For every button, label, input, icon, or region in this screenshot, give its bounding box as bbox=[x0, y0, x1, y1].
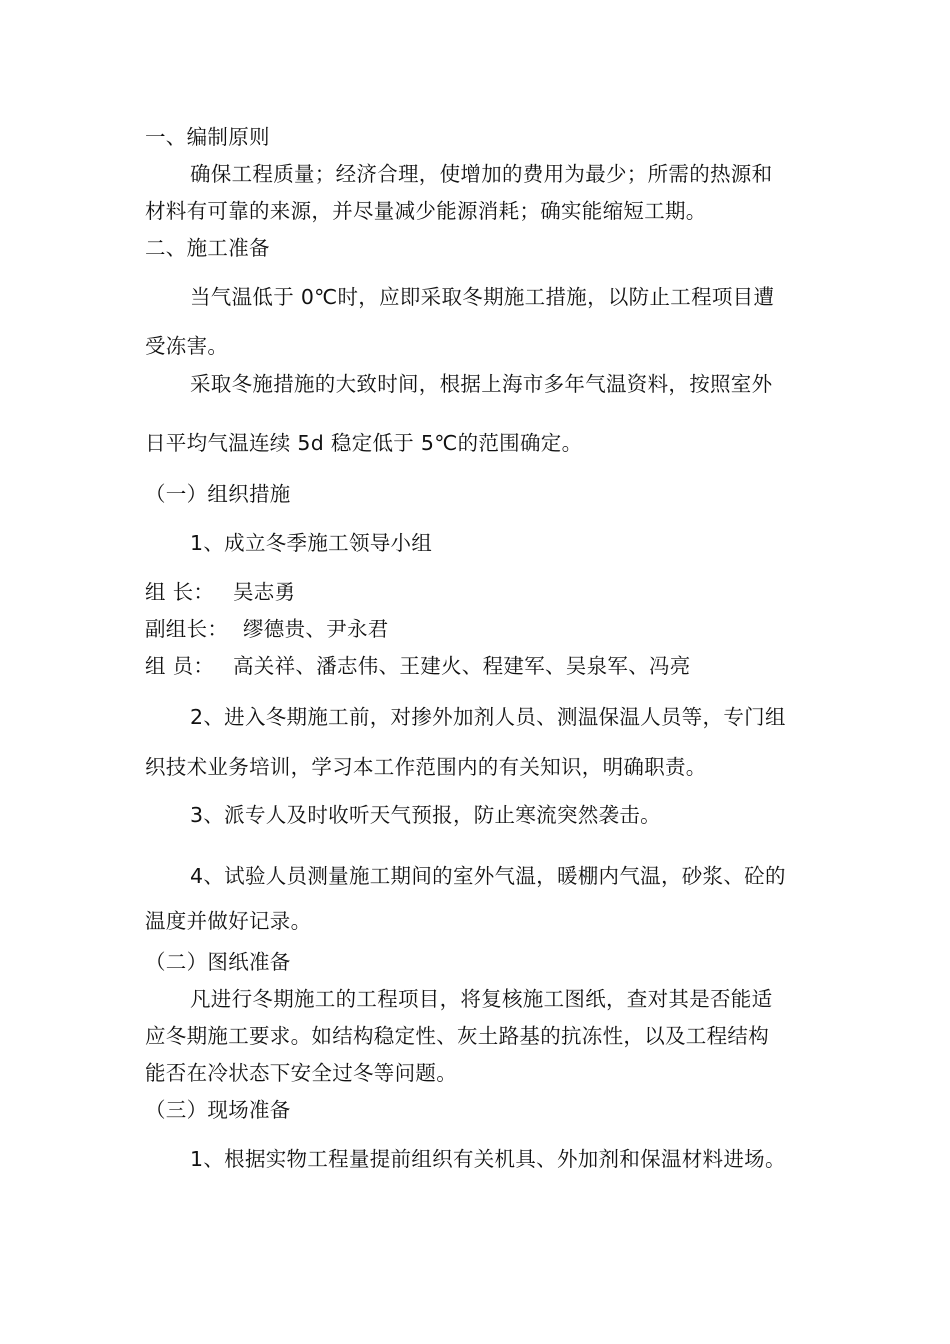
subsection-3-heading: （三）现场准备 bbox=[145, 1098, 291, 1122]
section-1-paragraph-line-2: 材料有可靠的来源，并尽量减少能源消耗；确实能缩短工期。 bbox=[145, 199, 707, 223]
subsection-2-paragraph-line-2: 应冬期施工要求。如结构稳定性、灰土路基的抗冻性，以及工程结构 bbox=[145, 1024, 769, 1048]
section-1-heading: 一、编制原则 bbox=[145, 125, 270, 149]
subsection-2-heading: （二）图纸准备 bbox=[145, 950, 291, 974]
members-label: 组 员： bbox=[145, 654, 215, 678]
subsection-2-paragraph-line-1: 凡进行冬期施工的工程项目，将复核施工图纸，查对其是否能适 bbox=[190, 987, 773, 1011]
leader-row bbox=[145, 578, 295, 606]
item-3: 3、派专人及时收听天气预报，防止寒流突然袭击。 bbox=[190, 803, 661, 827]
deputy-label: 副组长： bbox=[145, 617, 229, 641]
item-2-line-2: 织技术业务培训，学习本工作范围内的有关知识，明确职责。 bbox=[145, 755, 707, 779]
leader-value: 吴志勇 bbox=[233, 580, 296, 604]
item-4-line-2: 温度并做好记录。 bbox=[145, 909, 312, 933]
subsection-1-heading: （一）组织措施 bbox=[145, 482, 291, 506]
members-row bbox=[145, 652, 691, 680]
section-2-heading: 二、施工准备 bbox=[145, 236, 270, 260]
subsection-3-item-1: 1、根据实物工程量提前组织有关机具、外加剂和保温材料进场。 bbox=[190, 1147, 786, 1171]
section-1-paragraph-line-1: 确保工程质量；经济合理，使增加的费用为最少；所需的热源和 bbox=[190, 162, 773, 186]
item-4-line-1: 4、试验人员测量施工期间的室外气温，暖棚内气温，砂浆、砼的 bbox=[190, 864, 786, 888]
deputy-value: 缪德贵、尹永君 bbox=[243, 617, 389, 641]
section-2-paragraph-2-line-2: 日平均气温连续 5d 稳定低于 5℃的范围确定。 bbox=[145, 431, 583, 455]
section-2-paragraph-1-line-1: 当气温低于 0℃时，应即采取冬期施工措施，以防止工程项目遭 bbox=[190, 285, 775, 309]
section-2-paragraph-1-line-2: 受冻害。 bbox=[145, 334, 229, 358]
item-2-line-1: 2、进入冬期施工前，对掺外加剂人员、测温保温人员等，专门组 bbox=[190, 705, 786, 729]
section-2-paragraph-2-line-1: 采取冬施措施的大致时间，根据上海市多年气温资料，按照室外 bbox=[190, 372, 773, 396]
deputy-row bbox=[145, 615, 389, 643]
leader-label: 组 长： bbox=[145, 580, 215, 604]
members-value: 高关祥、潘志伟、王建火、程建军、吴泉军、冯亮 bbox=[233, 654, 691, 678]
subsection-2-paragraph-line-3: 能否在冷状态下安全过冬等问题。 bbox=[145, 1061, 457, 1085]
item-1: 1、成立冬季施工领导小组 bbox=[190, 531, 433, 555]
